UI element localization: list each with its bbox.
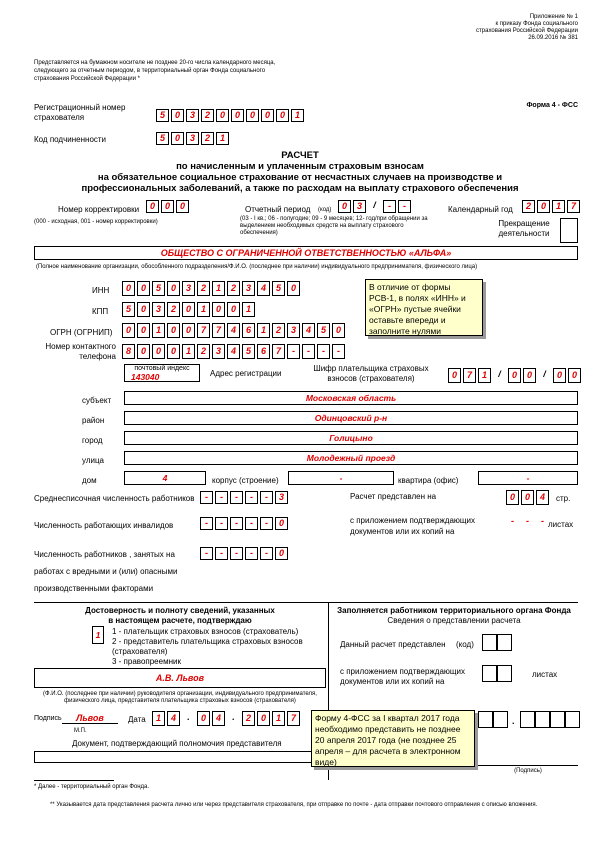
period-note-1: (03 - I кв.; 06 - полугодие; 09 - 9 месяцев; 12- год/при обращении за xyxy=(240,216,428,222)
cipher-digit[interactable]: 0 xyxy=(448,368,461,383)
city-label: город xyxy=(82,436,103,445)
inn-digit[interactable]: 0 xyxy=(287,281,300,296)
date-label: Дата xyxy=(128,715,146,724)
fund-sign-line xyxy=(478,765,578,766)
inn-digit[interactable]: 1 xyxy=(212,281,225,296)
section-divider xyxy=(34,602,578,603)
period-note-3: обеспечения) xyxy=(240,230,278,236)
fund-title xyxy=(330,606,578,625)
ogrn-digit[interactable]: 1 xyxy=(152,323,165,338)
kpp-cells[interactable] xyxy=(122,302,257,317)
stop-activity-label xyxy=(488,219,560,238)
submit-note-3: страхования Российской Федерации * xyxy=(34,76,140,82)
phone-digit[interactable]: 6 xyxy=(257,344,270,359)
attach-label-2: документов или их копий на xyxy=(350,527,455,536)
confirm-option-2: 2 - представитель плательщика страховых взносов xyxy=(112,637,303,646)
avg-digit[interactable]: - xyxy=(260,491,273,504)
date-separator: . xyxy=(187,712,190,722)
signer-caption-2: физического лица, представителя плательщика страховых взносов (страхователя) xyxy=(64,698,296,704)
phone-digit[interactable]: 4 xyxy=(227,344,240,359)
year-digit[interactable]: 0 xyxy=(537,200,550,213)
phone-digit[interactable]: 1 xyxy=(182,344,195,359)
phone-digit[interactable]: 3 xyxy=(212,344,225,359)
phone-cells[interactable] xyxy=(122,344,347,359)
fund-sign-caption: (Подпись) xyxy=(514,768,542,774)
form-name: Форма 4 - ФСС xyxy=(526,102,578,109)
attach-digit[interactable]: - xyxy=(541,516,544,526)
year-cells[interactable] xyxy=(522,200,582,213)
attach-digit[interactable]: - xyxy=(511,516,514,526)
reg-digit[interactable]: 3 xyxy=(186,109,199,122)
reg-digit[interactable]: 5 xyxy=(156,109,169,122)
confirm-option-2b: (страхователя) xyxy=(112,647,168,656)
attach-cells[interactable] xyxy=(506,515,551,528)
reg-digit[interactable]: 1 xyxy=(291,109,304,122)
ogrn-digit[interactable]: 5 xyxy=(317,323,330,338)
submit-note-2: следующего за отчетным периодом, в территориальный орган Фонда социального xyxy=(34,68,266,74)
appendix-line-3: страхования Российской Федерации xyxy=(476,28,578,34)
inn-cells[interactable] xyxy=(122,281,302,296)
deadline-note: Форму 4-ФСС за I квартал 2017 года необходимо представить не позднее 20 апреля 2017 года (не позднее 25 апреля – для расчета в электронном виде) xyxy=(311,710,475,767)
inn-digit[interactable]: 4 xyxy=(257,281,270,296)
inn-digit[interactable]: 0 xyxy=(137,281,150,296)
org-name-field[interactable]: ОБЩЕСТВО С ОГРАНИЧЕННОЙ ОТВЕТСТВЕННОСТЬЮ «АЛЬФА» xyxy=(34,246,578,260)
phone-digit[interactable]: 0 xyxy=(167,344,180,359)
harmful-digit[interactable]: - xyxy=(200,547,213,560)
avg-digit[interactable]: - xyxy=(245,491,258,504)
postcode-field[interactable] xyxy=(124,364,200,382)
reg-number-label-2: страхователя xyxy=(34,113,85,122)
reg-digit[interactable]: 2 xyxy=(201,109,214,122)
date-digit[interactable]: 4 xyxy=(212,711,225,726)
pages-digit[interactable]: 0 xyxy=(506,490,519,505)
confirm-title xyxy=(34,606,326,625)
phone-label xyxy=(30,342,116,361)
cipher-cells[interactable] xyxy=(448,368,583,383)
authority-doc-field[interactable] xyxy=(34,751,326,763)
attach-digit[interactable]: - xyxy=(526,516,529,526)
date-digit[interactable]: 0 xyxy=(197,711,210,726)
cipher-digit[interactable]: 0 xyxy=(568,368,581,383)
ogrn-digit[interactable]: 1 xyxy=(257,323,270,338)
reg-digit[interactable]: 0 xyxy=(231,109,244,122)
disabled-digit[interactable]: - xyxy=(260,517,273,530)
ogrn-digit[interactable]: 7 xyxy=(197,323,210,338)
harmful-count-cells[interactable] xyxy=(200,547,290,560)
year-digit[interactable]: 7 xyxy=(567,200,580,213)
fund-date-dot: . xyxy=(512,716,515,726)
ogrn-digit[interactable]: 0 xyxy=(332,323,345,338)
reg-digit[interactable]: 0 xyxy=(261,109,274,122)
period-note-2: выделением необходимых средств на выплату страхового xyxy=(240,223,404,229)
corr-digit[interactable]: 0 xyxy=(146,200,159,213)
period-code-label: (код) xyxy=(318,207,332,213)
phone-label-1: Номер контактного xyxy=(45,342,116,351)
postcode-label: почтовый индекс xyxy=(134,365,190,372)
inn-digit[interactable]: 3 xyxy=(242,281,255,296)
reg-digit[interactable]: 0 xyxy=(246,109,259,122)
building-field[interactable]: - xyxy=(288,471,394,485)
cipher-digit[interactable]: 0 xyxy=(523,368,536,383)
period-cells[interactable] xyxy=(338,200,413,213)
phone-digit[interactable]: 8 xyxy=(122,344,135,359)
phone-digit[interactable]: 7 xyxy=(272,344,285,359)
pages-label: Расчет представлен на xyxy=(350,492,437,501)
inn-digit[interactable]: 0 xyxy=(122,281,135,296)
ogrn-digit[interactable]: 4 xyxy=(227,323,240,338)
inn-label: ИНН xyxy=(92,286,110,295)
fund-date-box[interactable] xyxy=(478,711,493,728)
appendix-line-4: 26.09.2016 № 381 xyxy=(528,35,578,41)
period-digit[interactable]: - xyxy=(398,200,411,213)
cipher-label-1: Шифр плательщика страховых xyxy=(313,364,429,373)
ogrn-digit[interactable]: 0 xyxy=(182,323,195,338)
district-label: район xyxy=(82,416,105,425)
submit-note-1: Представляется на бумажном носителе не позднее 20-го числа календарного месяца, xyxy=(34,60,276,66)
subject-label: субъект xyxy=(82,396,112,405)
phone-digit[interactable]: 0 xyxy=(137,344,150,359)
footnote-rule xyxy=(34,780,114,781)
reg-digit[interactable]: 0 xyxy=(171,109,184,122)
disabled-digit[interactable]: 0 xyxy=(275,517,288,530)
year-label: Календарный год xyxy=(448,205,513,214)
appendix-line-2: к приказу Фонда социального xyxy=(495,21,578,27)
avg-digit[interactable]: - xyxy=(215,491,228,504)
kpp-digit[interactable]: 3 xyxy=(152,302,165,317)
correction-cells[interactable] xyxy=(146,200,191,213)
title-line-3: на обязательное социальное страхование от несчастных случаев на производстве и xyxy=(97,172,503,183)
street-label: улица xyxy=(82,456,104,465)
reg-address-label: Адрес регистрации xyxy=(210,369,282,378)
pages-digit[interactable]: 0 xyxy=(521,490,534,505)
fund-attach-label-1: с приложением подтверждающих xyxy=(340,667,465,676)
stamp-mark: М.П. xyxy=(74,728,87,734)
stop-label-2: деятельности xyxy=(498,228,550,238)
district-field[interactable]: Одинцовский р-н xyxy=(124,411,578,425)
harmful-digit[interactable]: 0 xyxy=(275,547,288,560)
inn-digit[interactable]: 5 xyxy=(272,281,285,296)
sub-digit[interactable]: 5 xyxy=(156,132,169,145)
kpp-digit[interactable]: 5 xyxy=(122,302,135,317)
period-digit[interactable]: 3 xyxy=(353,200,366,213)
ogrn-digit[interactable]: 0 xyxy=(137,323,150,338)
fund-code-label: (код) xyxy=(456,640,474,649)
date-digit[interactable]: 1 xyxy=(272,711,285,726)
fund-title-1: Заполняется работником территориального органа Фонда xyxy=(337,606,571,615)
ogrn-digit[interactable]: 6 xyxy=(242,323,255,338)
inn-digit[interactable]: 3 xyxy=(182,281,195,296)
year-digit[interactable]: 2 xyxy=(522,200,535,213)
date-digit[interactable]: 4 xyxy=(167,711,180,726)
disabled-digit[interactable]: - xyxy=(215,517,228,530)
kpp-digit[interactable]: 0 xyxy=(212,302,225,317)
harmful-digit[interactable]: - xyxy=(245,547,258,560)
inn-digit[interactable]: 2 xyxy=(197,281,210,296)
org-name-caption: (Полное наименование организации, обособленного подразделения/Ф.И.О. (последнее при наличии) индивидуального предпринимателя, физического лица) xyxy=(36,264,478,270)
correction-note: (000 - исходная, 001 - номер корректировки) xyxy=(34,219,158,225)
postcode-value: 143040 xyxy=(131,372,160,382)
period-digit[interactable]: 0 xyxy=(338,200,351,213)
avg-digit[interactable]: 3 xyxy=(275,491,288,504)
phone-digit[interactable]: - xyxy=(317,344,330,359)
phone-digit[interactable]: - xyxy=(332,344,345,359)
cipher-digit[interactable]: 0 xyxy=(553,368,566,383)
avg-digit[interactable]: - xyxy=(200,491,213,504)
avg-digit[interactable]: - xyxy=(230,491,243,504)
disabled-digit[interactable]: - xyxy=(200,517,213,530)
fund-code-box-1[interactable] xyxy=(482,634,497,651)
reg-number-label-1: Регистрационный номер xyxy=(34,103,126,112)
city-field[interactable]: Голицыно xyxy=(124,431,578,445)
fund-date-box[interactable] xyxy=(493,711,508,728)
footnote-1: * Далее - территориальный орган Фонда. xyxy=(34,784,150,790)
form-title xyxy=(0,150,600,194)
phone-digit[interactable]: 2 xyxy=(197,344,210,359)
confirm-title-1: Достоверность и полноту сведений, указанных xyxy=(85,606,275,615)
attach-unit: листах xyxy=(548,520,574,529)
sub-digit[interactable]: 3 xyxy=(186,132,199,145)
reg-digit[interactable]: 0 xyxy=(276,109,289,122)
phone-digit[interactable]: 0 xyxy=(152,344,165,359)
stop-activity-box[interactable] xyxy=(560,218,578,243)
date-digit[interactable]: 1 xyxy=(152,711,165,726)
confirm-option-1: 1 - плательщик страховых взносов (страхователь) xyxy=(112,627,299,636)
confirm-option-3: 3 - правопреемник xyxy=(112,657,181,666)
fund-attach-label-2: документов или их копий на xyxy=(340,677,445,686)
ogrn-label: ОГРН (ОГРНИП) xyxy=(50,328,113,337)
signature[interactable]: Львов xyxy=(62,713,118,724)
sub-digit[interactable]: 1 xyxy=(216,132,229,145)
disabled-digit[interactable]: - xyxy=(245,517,258,530)
ogrn-cells[interactable] xyxy=(122,323,347,338)
kpp-digit[interactable]: 0 xyxy=(227,302,240,317)
signer-name-field[interactable]: А.В. Львов xyxy=(34,668,326,688)
house-field[interactable]: 4 xyxy=(124,471,206,485)
subordination-cells[interactable] xyxy=(156,132,231,145)
avg-count-cells[interactable] xyxy=(200,491,290,504)
harmful-digit[interactable]: - xyxy=(260,547,273,560)
ogrn-digit[interactable]: 7 xyxy=(212,323,225,338)
date-digit[interactable]: 7 xyxy=(287,711,300,726)
cipher-separator: / xyxy=(498,369,501,379)
inn-digit[interactable]: 5 xyxy=(152,281,165,296)
fund-date-box[interactable] xyxy=(565,711,580,728)
reg-number-cells[interactable] xyxy=(156,109,306,122)
ogrn-digit[interactable]: 0 xyxy=(122,323,135,338)
harmful-label-1: Численность работников , занятых на xyxy=(34,550,175,559)
sub-digit[interactable]: 2 xyxy=(201,132,214,145)
cipher-label-2: взносов (страхователя) xyxy=(327,373,415,383)
fund-code-box-2[interactable] xyxy=(497,634,512,651)
pages-cells[interactable] xyxy=(506,490,551,505)
harmful-digit[interactable]: - xyxy=(230,547,243,560)
subject-field[interactable]: Московская область xyxy=(124,391,578,405)
fund-date-box[interactable] xyxy=(550,711,565,728)
date-cells[interactable] xyxy=(152,711,302,726)
title-line-4: профессиональных заболеваний, а также по расходам на выплату страхового обеспечения xyxy=(81,183,519,194)
title-line-2: по начисленным и уплаченным страховым взносам xyxy=(176,161,424,172)
ogrn-digit[interactable]: 3 xyxy=(287,323,300,338)
period-separator: / xyxy=(373,200,376,210)
harmful-label-2: работах с вредными и (или) опасными xyxy=(34,567,178,576)
flat-label: квартира (офис) xyxy=(398,476,459,485)
signer-caption-1: (Ф.И.О. (последнее при наличии) руководителя организации, индивидуального предпринимателя, xyxy=(43,691,317,697)
fund-pages-label: Данный расчет представлен xyxy=(340,640,446,649)
fund-attach-box-2[interactable] xyxy=(497,665,512,682)
ogrn-digit[interactable]: 2 xyxy=(272,323,285,338)
kpp-digit[interactable]: 0 xyxy=(137,302,150,317)
ogrn-digit[interactable]: 4 xyxy=(302,323,315,338)
date-separator: . xyxy=(232,712,235,722)
title-line-1: РАСЧЕТ xyxy=(281,150,319,161)
cipher-label xyxy=(298,364,444,383)
authority-doc-label: Документ, подтверждающий полномочия представителя xyxy=(72,739,282,748)
avg-count-label: Среднесписочная численность работников xyxy=(34,494,195,503)
date-digit[interactable]: 0 xyxy=(257,711,270,726)
kpp-digit[interactable]: 1 xyxy=(197,302,210,317)
kpp-digit[interactable]: 0 xyxy=(182,302,195,317)
pages-unit: стр. xyxy=(556,494,571,503)
pages-digit[interactable]: 4 xyxy=(536,490,549,505)
reg-digit[interactable]: 0 xyxy=(216,109,229,122)
cipher-digit[interactable]: 0 xyxy=(508,368,521,383)
fund-attach-box-1[interactable] xyxy=(482,665,497,682)
ids-hint-note: В отличие от формы РСВ-1, в полях «ИНН» и «ОГРН» пустые ячейки оставьте впереди и заполните нулями xyxy=(365,279,483,336)
inn-digit[interactable]: 2 xyxy=(227,281,240,296)
sign-label: Подпись xyxy=(34,715,62,722)
building-label: корпус (строение) xyxy=(212,476,279,485)
subordination-label: Код подчиненности xyxy=(34,135,107,144)
attach-label-1: с приложением подтверждающих xyxy=(350,516,475,525)
fund-attach-unit: листах xyxy=(532,670,558,679)
disabled-count-cells[interactable] xyxy=(200,517,290,530)
harmful-label-3: производственными факторами xyxy=(34,584,154,593)
fund-date-box[interactable] xyxy=(520,711,535,728)
year-digit[interactable]: 1 xyxy=(552,200,565,213)
cipher-digit[interactable]: 7 xyxy=(463,368,476,383)
corr-digit[interactable]: 0 xyxy=(161,200,174,213)
corr-digit[interactable]: 0 xyxy=(176,200,189,213)
ogrn-digit[interactable]: 0 xyxy=(167,323,180,338)
cipher-digit[interactable]: 1 xyxy=(478,368,491,383)
phone-digit[interactable]: - xyxy=(302,344,315,359)
phone-label-2: телефона xyxy=(79,351,116,361)
cipher-separator: / xyxy=(543,369,546,379)
street-field[interactable]: Молодежный проезд xyxy=(124,451,578,465)
fund-title-2: Сведения о представлении расчета xyxy=(387,615,521,625)
disabled-count-label: Численность работающих инвалидов xyxy=(34,521,174,530)
confirm-title-2: в настоящем расчете, подтверждаю xyxy=(108,615,252,625)
period-label: Отчетный период xyxy=(245,205,311,214)
stop-label-1: Прекращение xyxy=(498,219,550,228)
phone-digit[interactable]: - xyxy=(287,344,300,359)
date-digit[interactable]: 2 xyxy=(242,711,255,726)
appendix-line-1: Приложение № 1 xyxy=(529,14,578,20)
period-digit[interactable]: - xyxy=(383,200,396,213)
kpp-digit[interactable]: 1 xyxy=(242,302,255,317)
kpp-label: КПП xyxy=(92,307,109,316)
fund-date-box[interactable] xyxy=(535,711,550,728)
kpp-digit[interactable]: 2 xyxy=(167,302,180,317)
footnote-2: ** Указывается дата представления расчета лично или через представителя страхователя, при отправке по почте - дата отправки почтового отправления с описью вложения. xyxy=(50,802,538,808)
house-label: дом xyxy=(82,476,97,485)
flat-field[interactable]: - xyxy=(478,471,578,485)
correction-label: Номер корректировки xyxy=(58,205,140,214)
harmful-digit[interactable]: - xyxy=(215,547,228,560)
disabled-digit[interactable]: - xyxy=(230,517,243,530)
sub-digit[interactable]: 0 xyxy=(171,132,184,145)
inn-digit[interactable]: 0 xyxy=(167,281,180,296)
confirm-code-box[interactable]: 1 xyxy=(92,626,104,644)
phone-digit[interactable]: 5 xyxy=(242,344,255,359)
